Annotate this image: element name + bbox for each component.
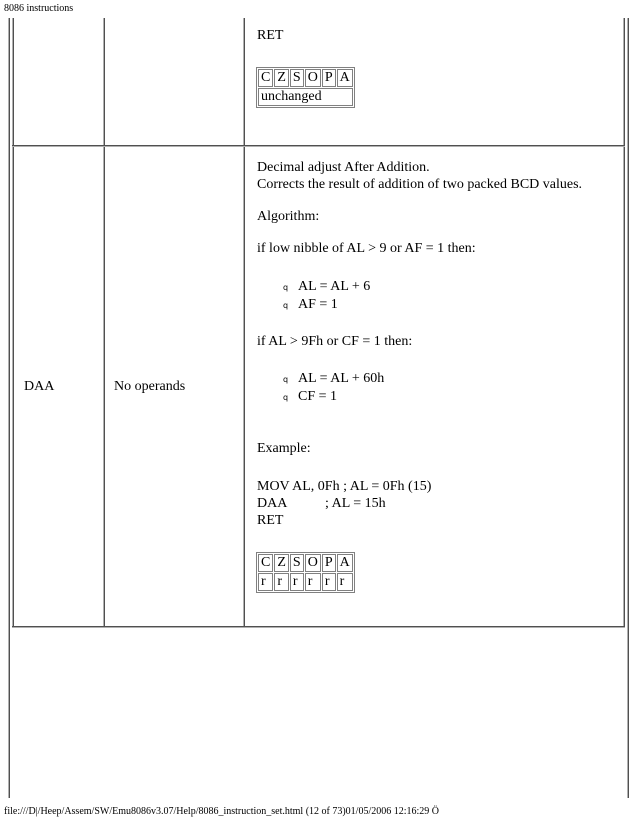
page-footer: file:///D|/Heep/Assem/SW/Emu8086v3.07/Help/8086_instruction_set.html (12 of 73)01/05/2006 12:16:29 Ö — [4, 806, 440, 817]
algorithm-step: AF = 1 — [298, 297, 338, 312]
flag-value-p: r — [322, 573, 336, 591]
flags-value-row — [258, 88, 353, 106]
flag-s: S — [290, 554, 304, 572]
flag-z: Z — [274, 69, 289, 87]
flag-o: O — [305, 69, 321, 87]
table-border-left — [12, 18, 14, 628]
bullet-icon: q — [283, 375, 289, 384]
instruction-name: DAA — [24, 379, 55, 394]
flags-header-row — [258, 69, 353, 87]
flag-c: C — [258, 554, 273, 572]
bullet-icon: q — [283, 393, 289, 402]
description-line1: Decimal adjust After Addition. — [257, 160, 430, 175]
description-line2: Corrects the result of addition of two packed BCD values. — [257, 177, 583, 192]
outer-frame-left — [8, 18, 10, 798]
algorithm-step: AL = AL + 60h — [298, 371, 385, 386]
ret-flags-table — [256, 67, 355, 108]
algorithm-step: AL = AL + 6 — [298, 279, 371, 294]
flag-p: P — [322, 554, 336, 572]
outer-frame-right — [627, 18, 629, 798]
flag-a: A — [337, 554, 353, 572]
row-divider — [12, 145, 625, 147]
flags-unchanged: unchanged — [258, 88, 353, 106]
daa-flags-table — [256, 552, 355, 593]
page-header: 8086 instructions — [4, 3, 74, 14]
flag-value-o: r — [305, 573, 321, 591]
instruction-operands: No operands — [114, 379, 186, 394]
example-code-comment: ; AL = 15h — [325, 496, 386, 511]
example-code-line: DAA — [257, 496, 288, 511]
bullet-icon: q — [283, 283, 289, 292]
algorithm-condition-1: if low nibble of AL > 9 or AF = 1 then: — [257, 241, 476, 256]
algorithm-label: Algorithm: — [257, 209, 320, 224]
flag-value-z: r — [274, 573, 289, 591]
table-border-col3 — [243, 18, 245, 628]
bullet-icon: q — [283, 301, 289, 310]
flag-c: C — [258, 69, 273, 87]
flags-value-row — [258, 573, 353, 591]
flag-a: A — [337, 69, 353, 87]
example-label: Example: — [257, 441, 311, 456]
flag-value-a: r — [337, 573, 353, 591]
row-divider-bottom — [12, 626, 625, 628]
flag-o: O — [305, 554, 321, 572]
flag-value-c: r — [258, 573, 273, 591]
flag-p: P — [322, 69, 336, 87]
algorithm-step: CF = 1 — [298, 389, 338, 404]
algorithm-condition-2: if AL > 9Fh or CF = 1 then: — [257, 334, 413, 349]
table-border-right — [623, 18, 625, 628]
example-code-line: MOV AL, 0Fh ; AL = 0Fh (15) — [257, 479, 432, 494]
flag-value-s: r — [290, 573, 304, 591]
table-border-col2 — [103, 18, 105, 628]
flag-z: Z — [274, 554, 289, 572]
example-code-line: RET — [257, 513, 284, 528]
flag-s: S — [290, 69, 304, 87]
flags-header-row — [258, 554, 353, 572]
ret-code: RET — [257, 28, 284, 43]
